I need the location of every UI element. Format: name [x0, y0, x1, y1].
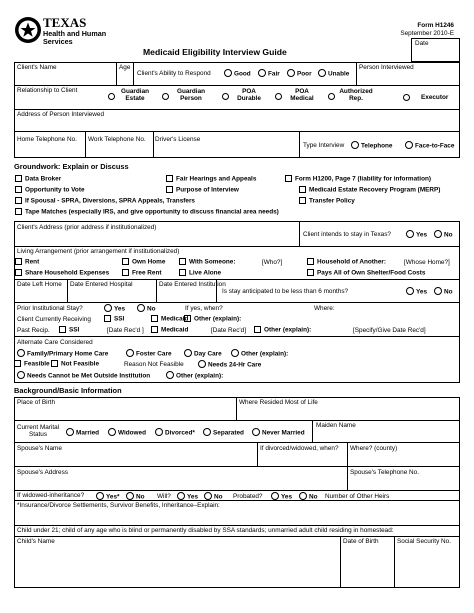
inheritance-no[interactable]: No	[126, 492, 145, 501]
marital-divorced[interactable]: Divorced*	[155, 428, 195, 437]
living-pays-all[interactable]: Pays All of Own Shelter/Food Costs	[307, 269, 425, 277]
age-label: Age	[119, 64, 131, 71]
clients-name-label: Client's Name	[17, 64, 57, 71]
intends-no[interactable]: No	[434, 230, 453, 239]
alt-needs-outside-radio[interactable]	[17, 371, 25, 379]
guardian-person-label: Guardian Person	[176, 88, 206, 103]
prior-stay-label: Prior Institutional Stay?	[17, 305, 83, 312]
alt-foster-radio[interactable]	[126, 349, 134, 357]
living-arrangement-label: Living Arrangement (prior arrangement if institutionalized)	[17, 248, 180, 255]
type-face-to-face[interactable]: Face-to-Face	[405, 141, 454, 150]
marital-married-radio[interactable]	[66, 428, 74, 436]
marital-widowed-radio[interactable]	[108, 428, 116, 436]
marital-married[interactable]: Married	[66, 428, 99, 437]
groundwork-transfer-policy[interactable]: Transfer Policy	[299, 197, 355, 205]
probated-yes[interactable]: Yes	[271, 492, 292, 501]
ability-good-radio[interactable]	[224, 69, 232, 77]
childs-name-label: Child's Name	[17, 538, 55, 545]
spouse-telephone-label: Spouse's Telephone No.	[350, 469, 419, 476]
current-medicaid[interactable]: Medicaid	[151, 315, 188, 323]
form-title: Medicaid Eligibility Interview Guide	[143, 47, 287, 57]
living-share-expenses[interactable]: Share Household Expenses	[15, 269, 109, 277]
where-label: Where:	[314, 305, 335, 312]
insurance-explain-label: *Insurance/Divorce Settlements, Survivor Benefits, Inheritance–Explain:	[17, 502, 220, 509]
address-interviewed-label: Address of Person Interviewed	[17, 111, 105, 118]
date-of-birth-label: Date of Birth	[343, 538, 379, 545]
prior-stay-yes[interactable]: Yes	[104, 304, 125, 313]
where-resided-label: Where Resided Most of Life	[239, 399, 318, 406]
inheritance-no-radio[interactable]	[126, 492, 134, 500]
if-yes-when-label: If yes, when?	[185, 305, 223, 312]
groundwork-heading: Groundwork: Explain or Discuss	[14, 162, 129, 171]
type-telephone[interactable]: Telephone	[351, 141, 392, 150]
intends-texas-label: Client intends to stay in Texas?	[303, 231, 391, 238]
maiden-name-label: Maiden Name	[316, 422, 356, 429]
work-telephone-label: Work Telephone No.	[88, 136, 146, 143]
child-under-21-label: Child under 21; child of any age who is blind or permanently disabled by SSA standards; unmarried adult child residing in homestead:	[17, 527, 394, 534]
inheritance-yes-radio[interactable]	[96, 492, 104, 500]
agency-line-3: Services	[43, 37, 73, 46]
alternate-care-label: Alternate Care Considered	[17, 339, 93, 346]
guardian-estate-label: Guardian Estate	[120, 88, 150, 103]
ability-poor-radio[interactable]	[287, 69, 295, 77]
background-heading: Background/Basic Information	[14, 386, 122, 395]
living-rent[interactable]: Rent	[15, 258, 39, 266]
groundwork-tape-matches[interactable]: Tape Matches (especially IRS, and give opportunity to discuss financial area needs)	[15, 208, 279, 216]
groundwork-form-h1200[interactable]: Form H1200, Page 7 (liability for information)	[285, 175, 431, 183]
alt-needs-24hr[interactable]: Needs 24-Hr Care	[198, 360, 261, 369]
specify-date-label: [Specify/Give Date Rec'd]	[353, 327, 426, 334]
drivers-license-label: Driver's License	[155, 136, 201, 143]
stay-question-label: Is stay anticipated to be less than 6 months?	[222, 288, 349, 295]
face-to-face-radio[interactable]	[405, 141, 413, 149]
living-live-alone[interactable]: Live Alone	[179, 269, 221, 277]
alt-needs-outside[interactable]: Needs Cannot be Met Outside Institution	[17, 371, 150, 380]
guardian-person-radio[interactable]	[162, 93, 169, 100]
will-yes-radio[interactable]	[177, 492, 185, 500]
where-county-label: Where? (county)	[350, 445, 398, 452]
if-divorced-label: If divorced/widowed, when?	[260, 445, 339, 452]
stay-no[interactable]: No	[434, 287, 453, 296]
probated-yes-radio[interactable]	[271, 492, 279, 500]
social-security-label: Social Security No.	[397, 538, 451, 545]
poa-durable-label: POA Durable	[237, 88, 261, 103]
ability-good[interactable]: Good	[224, 69, 251, 78]
alt-family-home-care[interactable]: Family/Primary Home Care	[17, 349, 108, 358]
alt-feasible[interactable]: Feasible	[14, 360, 50, 368]
texas-state-seal-icon	[14, 16, 42, 44]
marital-separated[interactable]: Separated	[203, 428, 244, 437]
groundwork-merp[interactable]: Medicaid Estate Recovery Program (MERP)	[299, 186, 440, 194]
date-entered-hospital-label: Date Entered Hospital	[70, 281, 133, 288]
stay-yes[interactable]: Yes	[406, 287, 427, 296]
alt-other-radio[interactable]	[231, 349, 239, 357]
probated-label: Probated?	[233, 493, 263, 500]
date-label: Date	[415, 40, 429, 47]
probated-no[interactable]: No	[299, 492, 318, 501]
will-no[interactable]: No	[204, 492, 223, 501]
agency-texas: TEXAS	[43, 15, 87, 30]
alt-other[interactable]: Other (explain):	[231, 349, 288, 358]
past-recip-label: Past Recip.	[17, 327, 50, 334]
intends-no-radio[interactable]	[434, 230, 442, 238]
marital-separated-radio[interactable]	[203, 428, 211, 436]
relationship-label: Relationship to Client	[17, 87, 78, 94]
current-ssi[interactable]: SSI	[104, 315, 124, 323]
alt-other-explain-radio[interactable]	[166, 371, 174, 379]
executor-label: Executor	[421, 94, 449, 101]
agency-line-2: Health and Human	[43, 29, 107, 38]
executor-radio[interactable]	[403, 94, 410, 101]
who-label: [Who?]	[262, 259, 283, 266]
living-free-rent[interactable]: Free Rent	[122, 269, 161, 277]
living-household-another[interactable]: Household of Another:	[307, 258, 386, 266]
telephone-radio[interactable]	[351, 141, 359, 149]
marital-never-married-radio[interactable]	[252, 428, 260, 436]
alt-day-care[interactable]: Day Care	[184, 349, 222, 358]
marital-widowed[interactable]: Widowed	[108, 428, 146, 437]
client-address-label: Client's Address (prior address if institutionalized)	[17, 224, 157, 231]
alt-day-care-radio[interactable]	[184, 349, 192, 357]
marital-status-label: Current Marital Status	[16, 424, 60, 439]
prior-stay-no-radio[interactable]	[137, 304, 145, 312]
alt-other-explain[interactable]: Other (explain):	[166, 371, 223, 380]
ability-fair[interactable]: Fair	[258, 69, 280, 78]
past-ssi-date-label: [Date Rec'd ]	[107, 327, 144, 334]
authorized-rep-label: Authorized Rep.	[339, 88, 373, 103]
home-telephone-label: Home Telephone No.	[17, 136, 77, 143]
ability-label: Client's Ability to Respond	[137, 70, 211, 77]
prior-stay-no[interactable]: No	[137, 304, 156, 313]
date-entered-institution-label: Date Entered Institution	[159, 281, 226, 288]
stay-no-radio[interactable]	[434, 287, 442, 295]
stay-yes-radio[interactable]	[406, 287, 414, 295]
authorized-rep-radio[interactable]	[328, 93, 335, 100]
currently-receiving-label: Client Currently Receiving	[17, 316, 91, 323]
living-with-someone[interactable]: With Someone:	[179, 258, 235, 266]
past-ssi[interactable]: SSI	[59, 326, 79, 334]
place-of-birth-label: Place of Birth	[17, 399, 56, 406]
intends-yes[interactable]: Yes	[406, 230, 427, 239]
poa-medical-label: POA Medical	[290, 88, 314, 103]
groundwork-fair-hearings[interactable]: Fair Hearings and Appeals	[166, 175, 256, 183]
ability-poor[interactable]: Poor	[287, 69, 312, 78]
will-no-radio[interactable]	[204, 492, 212, 500]
inheritance-label: If widowed-inheritance?	[17, 492, 85, 499]
marital-never-married[interactable]: Never Married	[252, 428, 305, 437]
groundwork-data-broker[interactable]: Data Broker	[15, 175, 61, 183]
current-other[interactable]: Other (explain):	[184, 315, 241, 323]
reason-not-feasible-label: Reason Not Feasible	[124, 361, 184, 368]
inheritance-yes[interactable]: Yes*	[96, 492, 120, 501]
type-interview-label: Type Interview	[303, 142, 345, 149]
will-yes[interactable]: Yes	[177, 492, 198, 501]
probated-no-radio[interactable]	[299, 492, 307, 500]
spouse-name-label: Spouse's Name	[17, 445, 62, 452]
marital-divorced-radio[interactable]	[155, 428, 163, 436]
person-interviewed-label: Person Interviewed	[359, 64, 414, 71]
guardian-estate-radio[interactable]	[108, 93, 115, 100]
intends-yes-radio[interactable]	[406, 230, 414, 238]
living-own-home[interactable]: Own Home	[122, 258, 165, 266]
poa-durable-radio[interactable]	[222, 93, 229, 100]
ability-unable[interactable]: Unable	[318, 69, 349, 78]
number-heirs-label: Number of Other Heirs	[325, 493, 390, 500]
whose-home-label: [Whose Home?]	[404, 259, 450, 266]
alt-needs-24hr-radio[interactable]	[198, 360, 206, 368]
spouse-address-label: Spouse's Address	[17, 469, 68, 476]
alt-not-feasible[interactable]: Not Feasible	[51, 360, 99, 368]
groundwork-purpose-interview[interactable]: Purpose of Interview	[166, 186, 239, 194]
form-number: Form H1246	[417, 22, 454, 29]
alt-foster-care[interactable]: Foster Care	[126, 349, 172, 358]
ability-fair-radio[interactable]	[258, 69, 266, 77]
ability-unable-radio[interactable]	[318, 69, 326, 77]
poa-medical-radio[interactable]	[275, 93, 282, 100]
alt-family-radio[interactable]	[17, 349, 25, 357]
past-medicaid-date-label: [Date Rec'd]	[211, 327, 246, 334]
date-left-home-label: Date Left Home	[17, 281, 62, 288]
past-medicaid[interactable]: Medicaid	[151, 326, 188, 334]
form-date: September 2010-E	[400, 30, 454, 37]
past-other[interactable]: Other (explain):	[254, 326, 311, 334]
groundwork-opportunity-vote[interactable]: Opportunity to Vote	[15, 186, 85, 194]
groundwork-spousal[interactable]: If Spousal - SPRA, Diversions, SPRA Appeals, Transfers	[15, 197, 195, 205]
will-label: Will?	[157, 493, 171, 500]
prior-stay-yes-radio[interactable]	[104, 304, 112, 312]
